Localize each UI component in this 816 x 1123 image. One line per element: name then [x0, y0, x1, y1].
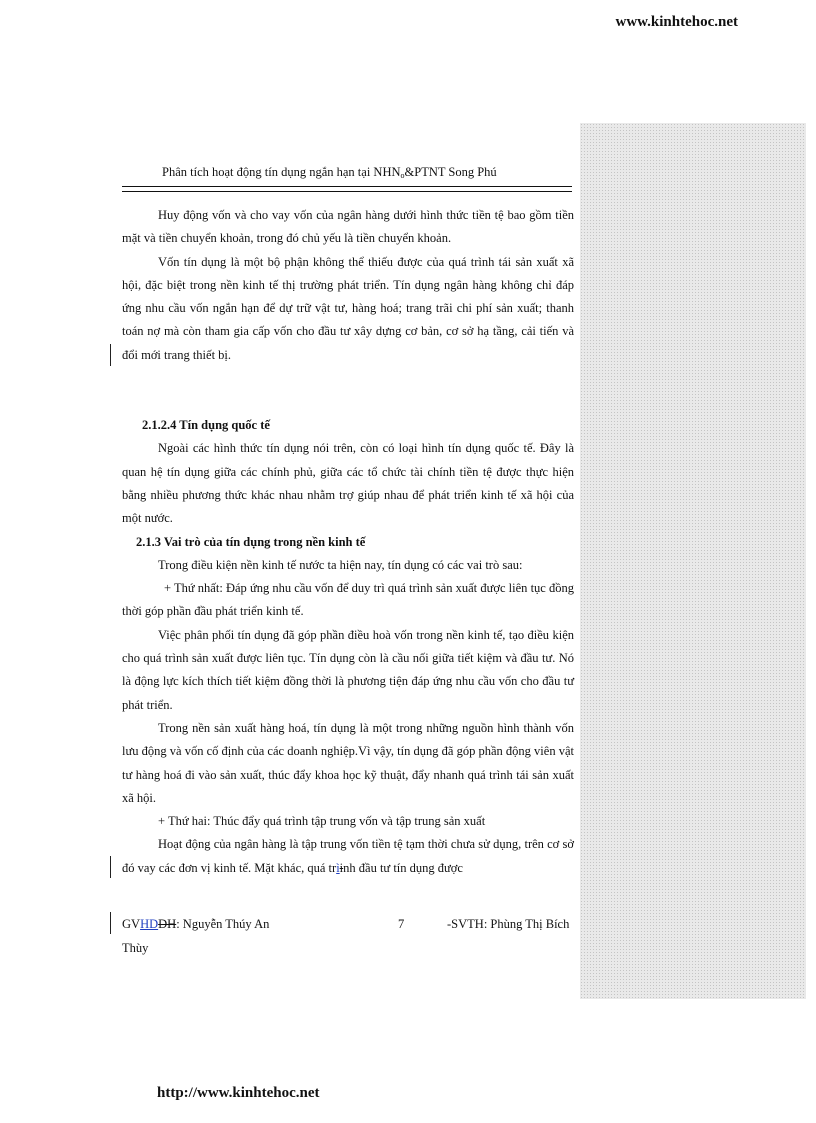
paragraph: Vốn tín dụng là một bộ phận không thể thiếu được của quá trình tái sản xuất xã hội, đặc biệt trong nền kinh tế thị trường phát triển. Tín dụng ngân hàng không chỉ đáp ứng nhu cầu vốn ngắn hạn để dự trữ vật tư, hàng hoá; trang trãi chi phí sản xuất; thanh toán nợ mà còn tham gia cấp vốn cho đầu tư xây dựng cơ bản, cơ sở hạ tầng, cải tiến và đổi mới trang thiết bị. — [122, 254, 574, 362]
paragraph: Huy động vốn và cho vay vốn của ngân hàng dưới hình thức tiền tệ bao gồm tiền mặt và tiền chuyển khoản, trong đó chủ yếu là tiền chuyển khoản. — [122, 208, 574, 246]
change-bar — [110, 912, 111, 934]
tracked-insertion: HD — [140, 917, 159, 931]
tracked-deletion: i — [339, 860, 344, 875]
header-title: Phân tích hoạt động tín dụng ngắn hạn tại NHN — [162, 165, 401, 179]
watermark-url-top: www.kinhtehoc.net — [615, 14, 738, 30]
paragraph: + Thứ nhất: Đáp ứng nhu cầu vốn để duy trì quá trình sản xuất được liên tục đồng thời góp phần đầu phát triển kinh tế. — [122, 581, 574, 619]
footer-gv — [122, 917, 269, 931]
header-subscript: o — [400, 171, 405, 180]
header-title-end: &PTNT Song Phú — [404, 165, 497, 179]
tracked-deletion: DH — [158, 917, 177, 931]
section-heading: 2.1.3 Vai trò của tín dụng trong nền kinh tế — [136, 534, 366, 549]
change-bar — [110, 344, 111, 366]
change-bar — [110, 856, 111, 878]
header-double-rule — [122, 186, 572, 192]
paragraph: Trong nền sản xuất hàng hoá, tín dụng là một trong những nguồn hình thành vốn lưu động và vốn cố định của các doanh nghiệp.Vì vậy, tín dụng đã góp phần động viên vật tư hàng hoá đi vào sản xuất, thúc đẩy khoa học kỹ thuật, đẩy nhanh quá trình tái sản xuất xã hội. — [122, 720, 574, 805]
footer-svth-continuation: Thùy — [122, 941, 149, 955]
paragraph-text: nh đầu tư tín dụng được — [343, 860, 463, 875]
section-heading: 2.1.2.4 Tín dụng quốc tế — [142, 418, 270, 433]
tracked-insertion: ì — [336, 860, 340, 875]
footer-svth — [447, 912, 569, 936]
footer-svth-text: SVTH: Phùng Thị Bích — [451, 917, 570, 931]
footer-gv-name: : Nguyễn Thúy An — [176, 917, 270, 931]
paragraph — [122, 833, 574, 880]
page-number: 7 — [398, 917, 405, 931]
comment-pane — [580, 123, 806, 999]
running-header — [162, 165, 497, 180]
footer-gv-prefix: GV — [122, 917, 141, 931]
page-footer — [122, 912, 578, 955]
document-body — [122, 204, 574, 880]
paragraph-text: Hoạt động của ngân hàng là tập trung vốn tiền tệ tạm thời chưa sử dụng, trên cơ sở đó vay các đơn vị kinh tế. Mặt khác, quá tr — [122, 837, 574, 875]
paragraph: Ngoài các hình thức tín dụng nói trên, còn có loại hình tín dụng quốc tế. Đây là quan hệ tín dụng giữa các chính phủ, giữa các tổ chức tài chính tiền tệ được thực hiện bằng nhiều phương thức khác nhau nhằm trợ giúp nhau để phát triển kinh tế xã hội của một nước. — [122, 441, 574, 526]
paragraph: + Thứ hai: Thúc đẩy quá trình tập trung vốn và tập trung sản xuất — [158, 814, 486, 829]
paragraph: Trong điều kiện nền kinh tế nước ta hiện nay, tín dụng có các vai trò sau: — [158, 557, 523, 572]
footer-svth-dash: - — [447, 917, 452, 931]
watermark-url-bottom: http://www.kinhtehoc.net — [157, 1085, 320, 1101]
paragraph: Việc phân phối tín dụng đã góp phần điều hoà vốn trong nền kinh tế, tạo điều kiện cho quá trình sản xuất được liên tục. Tín dụng còn là cầu nối giữa tiết kiệm và đầu tư. Nó là động lực kích thích tiết kiệm đồng thời là phương tiện đáp ứng nhu cầu vốn cho đầu tư phát triển. — [122, 627, 574, 712]
